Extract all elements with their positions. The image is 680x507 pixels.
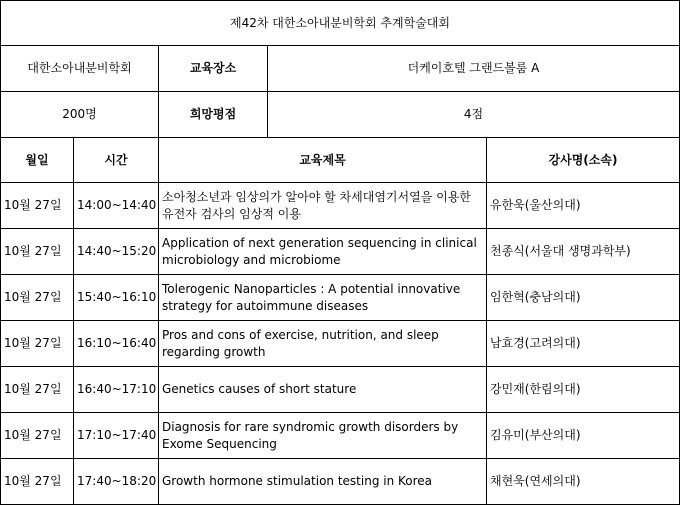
venue: 더케이호텔 그랜드볼룸 A — [268, 46, 680, 92]
session-date: 10월 27일 — [1, 321, 74, 367]
header-topic: 교육제목 — [159, 138, 487, 183]
venue-row — [1, 46, 680, 92]
session-lecturer: 남효경(고려의대) — [487, 321, 680, 367]
session-lecturer: 김유미(부산의대) — [487, 413, 680, 459]
session-row — [1, 275, 680, 321]
session-row — [1, 183, 680, 229]
session-topic: Application of next generation sequencing in clinical microbiology and microbiome — [159, 229, 487, 275]
session-time: 16:40~17:10 — [74, 367, 159, 413]
session-time: 17:40~18:20 — [74, 459, 159, 505]
session-date: 10월 27일 — [1, 413, 74, 459]
session-lecturer: 유한욱(울산의대) — [487, 183, 680, 229]
session-topic: Tolerogenic Nanoparticles : A potential innovative strategy for autoimmune diseases — [159, 275, 487, 321]
session-date: 10월 27일 — [1, 275, 74, 321]
organizer: 대한소아내분비학회 — [1, 46, 159, 92]
header-date: 월일 — [1, 138, 74, 183]
session-row — [1, 367, 680, 413]
session-time: 14:40~15:20 — [74, 229, 159, 275]
header-row — [1, 138, 680, 183]
event-title: 제42차 대한소아내분비학회 추계학술대회 — [1, 1, 680, 46]
venue-label: 교육장소 — [159, 46, 268, 92]
session-topic: 소아청소년과 임상의가 알아야 할 차세대염기서열을 이용한 유전자 검사의 임상적 이용 — [159, 183, 487, 229]
session-date: 10월 27일 — [1, 459, 74, 505]
session-time: 17:10~17:40 — [74, 413, 159, 459]
session-lecturer: 천종식(서울대 생명과학부) — [487, 229, 680, 275]
session-date: 10월 27일 — [1, 229, 74, 275]
session-date: 10월 27일 — [1, 183, 74, 229]
session-time: 15:40~16:10 — [74, 275, 159, 321]
session-date: 10월 27일 — [1, 367, 74, 413]
rating: 4점 — [268, 92, 680, 138]
session-row — [1, 321, 680, 367]
session-topic: Genetics causes of short stature — [159, 367, 487, 413]
session-lecturer: 채현욱(연세의대) — [487, 459, 680, 505]
session-topic: Diagnosis for rare syndromic growth disorders by Exome Sequencing — [159, 413, 487, 459]
session-row — [1, 413, 680, 459]
rating-row — [1, 92, 680, 138]
session-row — [1, 459, 680, 505]
header-time: 시간 — [74, 138, 159, 183]
attendees: 200명 — [1, 92, 159, 138]
title-row — [1, 1, 680, 46]
session-lecturer: 강민재(한림의대) — [487, 367, 680, 413]
session-time: 16:10~16:40 — [74, 321, 159, 367]
session-topic: Pros and cons of exercise, nutrition, and sleep regarding growth — [159, 321, 487, 367]
session-time: 14:00~14:40 — [74, 183, 159, 229]
rating-label: 희망평점 — [159, 92, 268, 138]
session-lecturer: 임한혁(충남의대) — [487, 275, 680, 321]
session-topic: Growth hormone stimulation testing in Korea — [159, 459, 487, 505]
session-row — [1, 229, 680, 275]
header-lecturer: 강사명(소속) — [487, 138, 680, 183]
